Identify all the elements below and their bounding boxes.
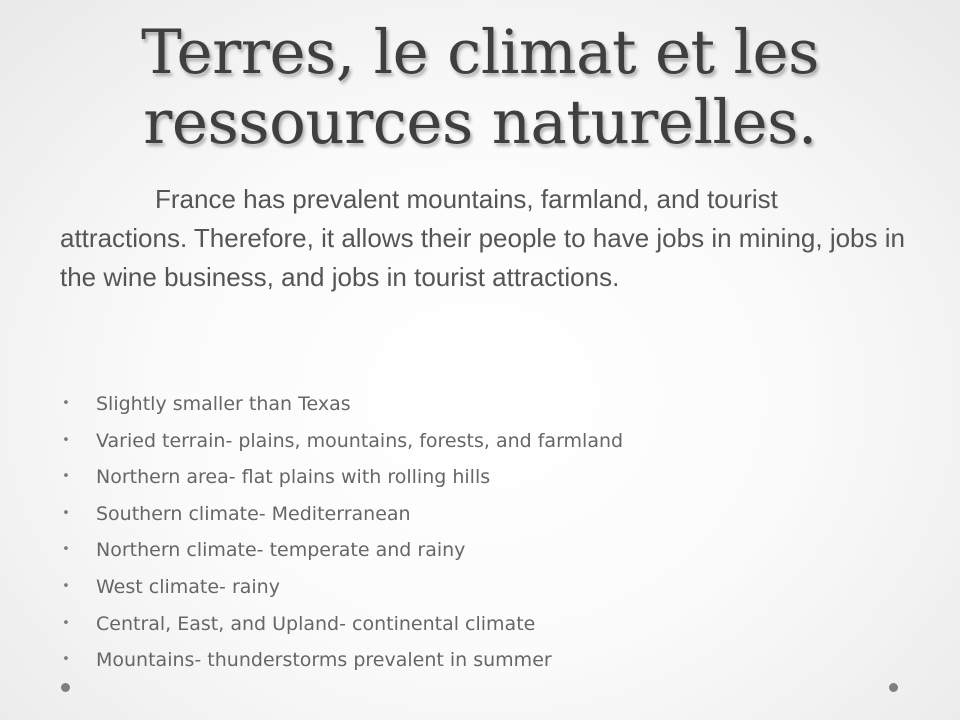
bullet-icon: • [62, 615, 70, 631]
list-item [60, 642, 910, 679]
bullet-icon: • [62, 542, 70, 558]
list-item [60, 569, 910, 606]
bullet-icon: • [62, 578, 70, 594]
bullet-icon: • [62, 505, 70, 521]
list-item [60, 423, 910, 460]
list-item [60, 496, 910, 533]
bullet-text: Northern climate- temperate and rainy [96, 539, 466, 562]
slide-title: Terres, le climat et les ressources naturelles. [141, 17, 819, 158]
list-item [60, 606, 910, 643]
list-item [60, 386, 910, 423]
bullet-text: West climate- rainy [96, 575, 280, 598]
list-item [60, 459, 910, 496]
bullet-icon: • [62, 469, 70, 485]
bullet-icon: • [62, 652, 70, 668]
bullet-icon: • [62, 396, 70, 411]
decorative-dot-left [61, 683, 70, 692]
bullet-text: Northern area- flat plains with rolling hills [96, 466, 491, 489]
bullet-icon: • [62, 432, 70, 448]
list-item [60, 532, 910, 569]
intro-paragraph: France has prevalent mountains, farmland, and tourist attractions. Therefore, it allows their people to have jobs in mining, jobs in the wine business, and jobs in tourist attractions. [60, 184, 905, 292]
bullet-text: Southern climate- Mediterranean [96, 502, 411, 525]
bullet-text: Varied terrain- plains, mountains, forests, and farmland [96, 429, 624, 452]
bullet-text: Mountains- thunderstorms prevalent in summer [96, 649, 552, 672]
bullet-text: Slightly smaller than Texas [96, 393, 351, 415]
decorative-dot-right [889, 683, 898, 692]
bullet-text: Central, East, and Upland- continental climate [96, 612, 536, 635]
bullet-list [60, 386, 910, 679]
